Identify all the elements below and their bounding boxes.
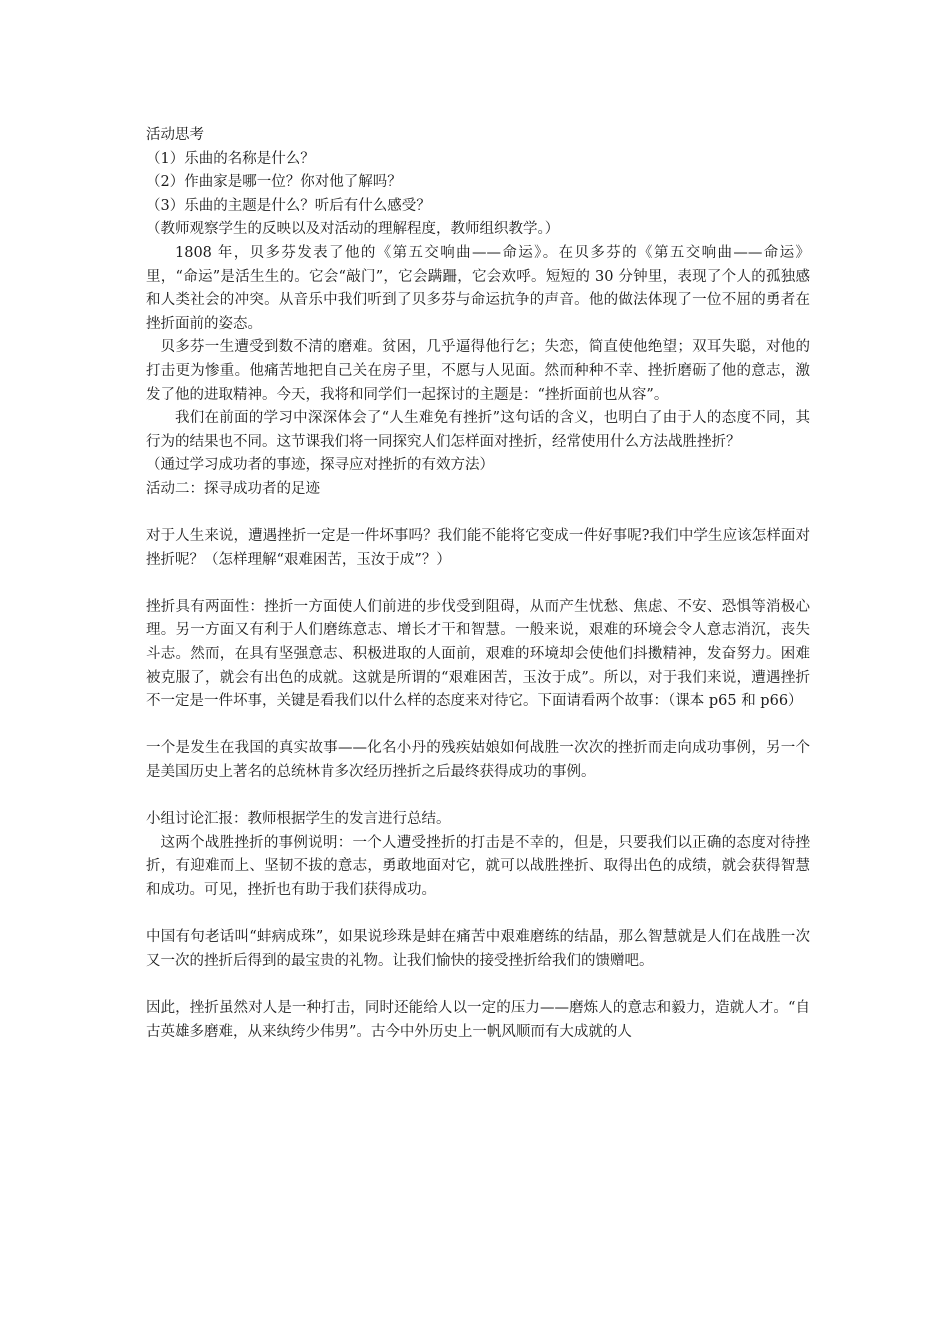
spacer — [146, 903, 810, 927]
paragraph-group-discussion: 小组讨论汇报：教师根据学生的发言进行总结。 — [146, 811, 451, 828]
spacer — [146, 502, 810, 526]
teacher-note: （教师观察学生的反映以及对活动的理解程度，教师组织教学。） — [146, 221, 560, 238]
paragraph-summary: 这两个战胜挫折的事例说明：一个人遭受挫折的打击是不幸的，但是，只要我们以正确的态度对待挫折，有迎难而上、坚韧不拔的意志，勇敢地面对它，就可以战胜挫折、取得出色的成绩，就会获得智慧和成功。可见，挫折也有助于我们获得成功。 — [146, 834, 810, 898]
activity-heading: 活动二：探寻成功者的足迹 — [146, 480, 320, 497]
paragraph-two-sides: 挫折具有两面性：挫折一方面使人们前进的步伐受到阻碍，从而产生忧愁、焦虑、不安、恐惧等消极心理。另一方面又有利于人们磨练意志、增长才干和智慧。一般来说，艰难的环境会令人意志消沉，丧失斗志。然而，在具有坚强意志、积极进取的人面前，艰难的环境却会使他们抖擞精神，发奋努力。困难被克服了，就会有出色的成就。这就是所谓的“艰难困苦，玉汝于成”。所以，对于我们来说，遭遇挫折不一定是一件坏事，关键是看我们以什么样的态度来对待它。下面请看两个故事：（课本 p65 和 p66） — [146, 598, 810, 710]
question-1: （1）乐曲的名称是什么？ — [146, 150, 315, 167]
paragraph-conclusion: 因此，挫折虽然对人是一种打击，同时还能给人以一定的压力——磨炼人的意志和毅力，造就人才。“自古英雄多磨难，从来纨绔少伟男”。古今中外历史上一帆风顺而有大成就的人 — [146, 999, 810, 1040]
section-heading: 活动思考 — [146, 127, 204, 143]
document-body — [146, 124, 810, 1044]
paragraph-inquiry: 我们在前面的学习中深深体会了“人生难免有挫折”这句话的含义，也明白了由于人的态度不同，其行为的结果也不同。这节课我们将一同探究人们怎样面对挫折，经常使用什么方法战胜挫折？ — [146, 410, 810, 450]
paragraph-beethoven-life: 贝多芬一生遭受到数不清的磨难。贫困，几乎逼得他行乞；失恋，简直使他绝望；双耳失聪，对他的打击更为惨重。他痛苦地把自己关在房子里，不愿与人见面。然而种种不幸、挫折磨砺了他的意志，激发了他的进取精神。今天，我将和同学们一起探讨的主题是：“挫折面前也从容”。 — [146, 339, 810, 403]
paragraph-stories: 一个是发生在我国的真实故事——化名小丹的残疾姑娘如何战胜一次次的挫折而走向成功事例，另一个是美国历史上著名的总统林肯多次经历挫折之后最终获得成功的事例。 — [146, 740, 810, 781]
paragraph-pearl: 中国有句老话叫“蚌病成珠”，如果说珍珠是蚌在痛苦中艰难磨练的结晶，那么智慧就是人们在战胜一次又一次的挫折后得到的最宝贵的礼物。让我们愉快的接受挫折给我们的馈赠吧。 — [146, 929, 810, 969]
teacher-note-2: （通过学习成功者的事迹，探寻应对挫折的有效方法） — [146, 457, 494, 474]
spacer — [146, 572, 810, 596]
spacer — [146, 973, 810, 997]
spacer — [146, 714, 810, 738]
spacer — [146, 785, 810, 809]
paragraph-beethoven-fifth: 1808 年，贝多芬发表了他的《第五交响曲——命运》。在贝多芬的《第五交响曲——命运》里，“命运”是活生生的。它会“敲门”，它会蹒跚，它会欢呼。短短的 30 分钟里，表现了个人的孤独感和人类社会的冲突。从音乐中我们听到了贝多芬与命运抗争的声音。他的做法体现了一位不屈的勇者在挫折面前的姿态。 — [146, 244, 810, 332]
paragraph-question: 对于人生来说，遭遇挫折一定是一件坏事吗？我们能不能将它变成一件好事呢?我们中学生应该怎样面对挫折呢？（怎样理解“艰难困苦，玉汝于成”？） — [146, 528, 810, 568]
question-3: （3）乐曲的主题是什么？听后有什么感受？ — [146, 197, 431, 214]
question-2: （2）作曲家是哪一位？你对他了解吗？ — [146, 174, 402, 191]
